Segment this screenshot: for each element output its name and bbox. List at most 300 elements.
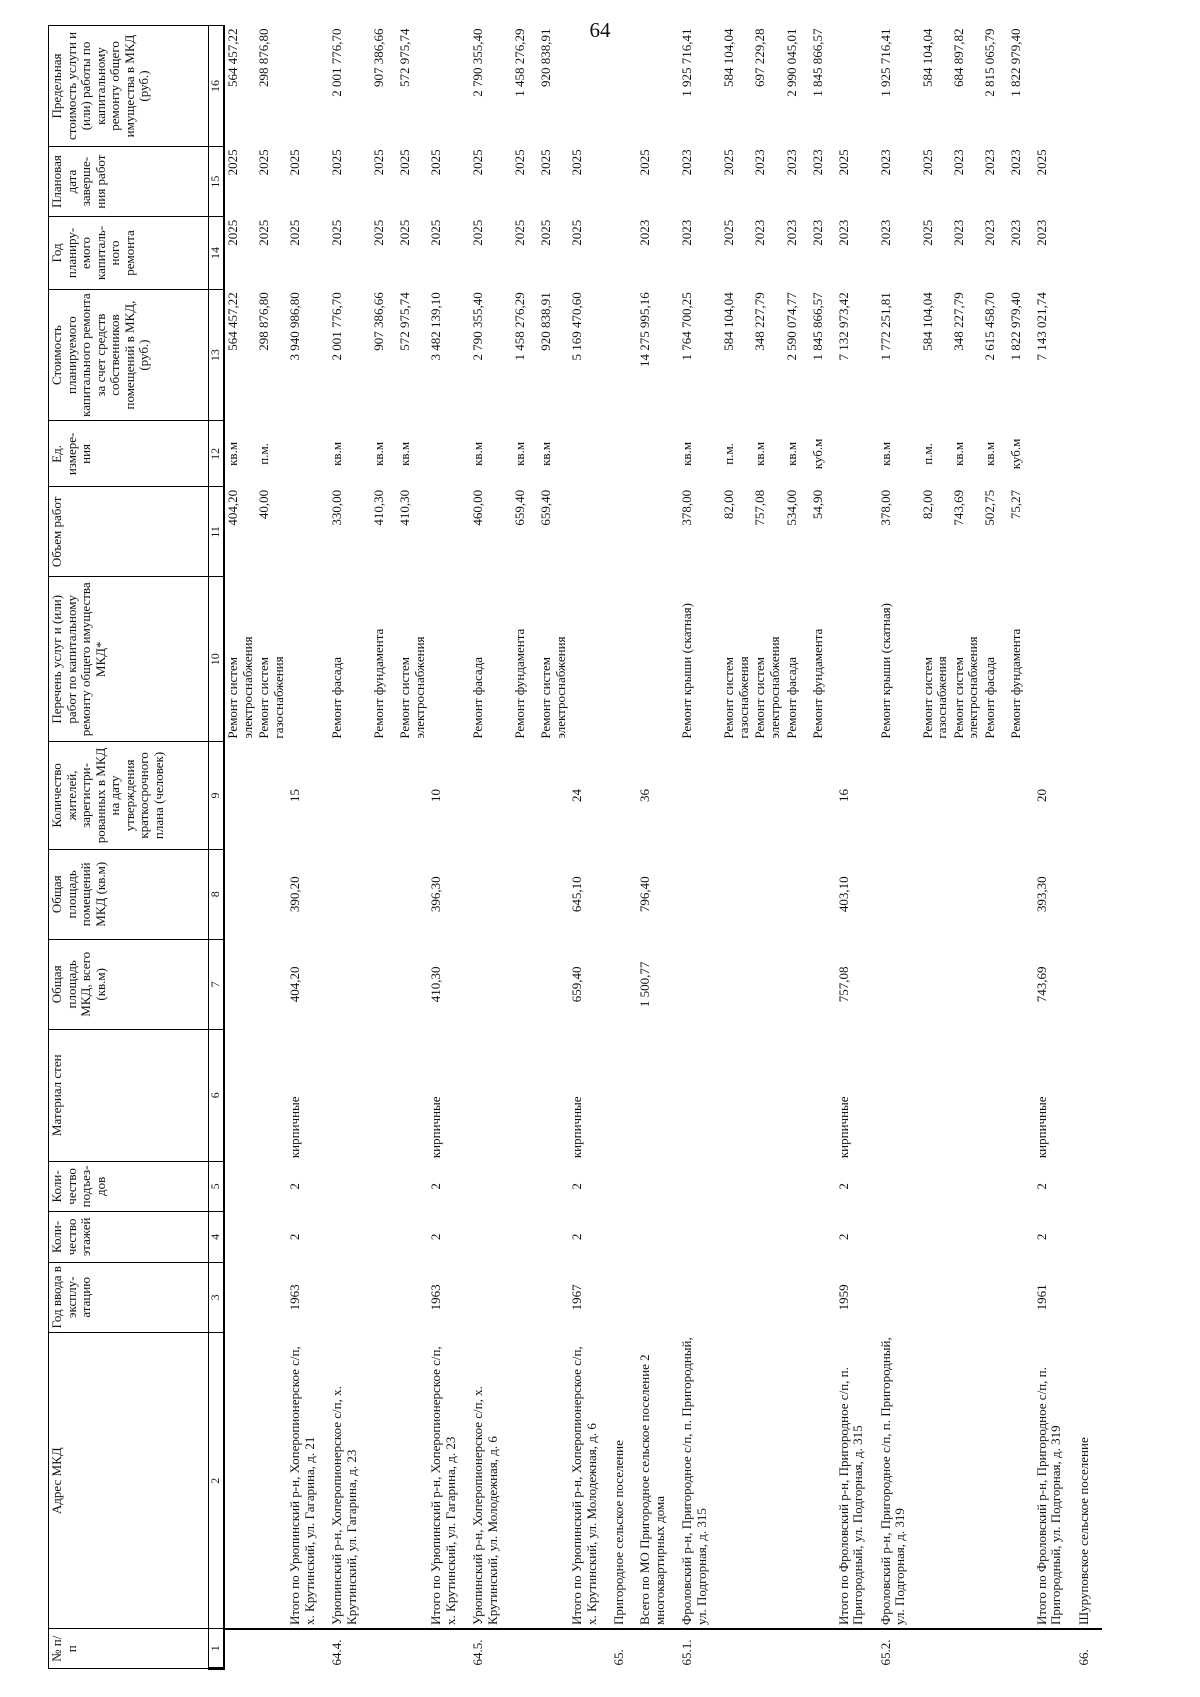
entrances-cell bbox=[920, 1161, 951, 1212]
wall-material-cell bbox=[1008, 1029, 1034, 1161]
completion-date-cell: 2025 bbox=[835, 149, 851, 176]
floors-cell: 2 bbox=[287, 1233, 303, 1241]
unit-cell: кв.м bbox=[470, 441, 486, 466]
address-cell: Итого по Фроловский р-н, Пригородное с/п, п. Пригородный, ул. Подгорная, д. 319 bbox=[1034, 1332, 1076, 1629]
address-cell: Всего по МО Пригородное сельское поселение 2 многоквартирных дома bbox=[637, 1332, 679, 1629]
planned-year-cell: 2025 bbox=[371, 219, 387, 246]
work-type-cell bbox=[428, 577, 470, 742]
unit-cell: кв.м bbox=[512, 441, 528, 466]
column-header: Ед. измере-ния bbox=[49, 421, 209, 487]
commission-year-cell bbox=[329, 1262, 371, 1332]
row-number-cell bbox=[371, 1629, 397, 1669]
planned-year-cell: 2023 bbox=[835, 219, 851, 246]
work-volume-cell: 460,00 bbox=[470, 489, 486, 526]
column-header: Коли-чество этажей bbox=[49, 1212, 209, 1263]
unit-cell: кв.м bbox=[752, 441, 768, 466]
repair-cost-cell: 298 876,80 bbox=[256, 292, 272, 351]
table-row bbox=[637, 26, 679, 1669]
limit-cost-cell: 298 876,80 bbox=[256, 28, 272, 87]
floors-cell bbox=[470, 1212, 512, 1263]
completion-date-cell: 2025 bbox=[721, 149, 737, 176]
work-type-cell: Ремонт систем электроснабжения bbox=[397, 636, 427, 739]
total-area-cell: 404,20 bbox=[287, 966, 303, 1003]
floors-cell bbox=[721, 1212, 752, 1263]
limit-cost-cell: 920 838,91 bbox=[538, 28, 554, 87]
residents-cell bbox=[611, 742, 637, 850]
row-number-cell bbox=[920, 1629, 951, 1669]
repair-cost-cell: 348 227,79 bbox=[752, 292, 768, 351]
commission-year-cell bbox=[637, 1262, 679, 1332]
limit-cost-cell bbox=[569, 26, 611, 147]
completion-date-cell: 2023 bbox=[1007, 149, 1023, 176]
work-volume-cell: 40,00 bbox=[256, 489, 272, 520]
total-area-cell bbox=[397, 939, 428, 1029]
entrances-cell bbox=[637, 1161, 679, 1212]
row-number-cell: 65. bbox=[611, 1649, 627, 1666]
work-volume-cell: 410,30 bbox=[371, 489, 387, 526]
work-type-cell: Ремонт фундамента bbox=[809, 628, 825, 739]
unit-cell: кв.м bbox=[397, 441, 413, 466]
repair-cost-cell: 1 458 276,29 bbox=[512, 292, 528, 361]
unit-cell bbox=[637, 421, 679, 487]
unit-cell bbox=[428, 421, 470, 487]
row-number-cell bbox=[512, 1629, 538, 1669]
repair-cost-cell: 7 132 973,42 bbox=[835, 292, 851, 361]
work-volume-cell: 404,20 bbox=[225, 489, 240, 526]
address-cell: Итого по Урюпинский р-н, Хоперопионерское с/п, х. Крутинский, ул. Молодежная, д. 6 bbox=[569, 1332, 611, 1629]
work-type-cell bbox=[637, 577, 679, 742]
completion-date-cell: 2025 bbox=[428, 149, 444, 176]
work-type-cell bbox=[836, 577, 878, 742]
entrances-cell bbox=[371, 1161, 397, 1212]
entrances-cell bbox=[878, 1161, 920, 1212]
row-number-cell bbox=[982, 1629, 1008, 1669]
column-number: 6 bbox=[209, 1029, 225, 1161]
premises-area-cell bbox=[371, 849, 397, 939]
planned-year-cell: 2023 bbox=[1007, 219, 1023, 246]
column-header: Перечень услуг и (или) работ по капитальному ремонту общего имущества МКД* bbox=[49, 577, 209, 742]
work-volume-cell: 757,08 bbox=[752, 489, 768, 526]
entrances-cell bbox=[256, 1161, 287, 1212]
premises-area-cell: 393,30 bbox=[1033, 876, 1049, 913]
repair-cost-cell: 1 845 866,57 bbox=[809, 292, 825, 361]
limit-cost-cell: 2 001 776,70 bbox=[329, 28, 345, 97]
limit-cost-cell: 697 229,28 bbox=[752, 28, 768, 87]
column-header: Плановая дата заверше-ния работ bbox=[49, 146, 209, 216]
table-row bbox=[256, 26, 287, 1669]
column-number: 2 bbox=[209, 1332, 225, 1629]
address-cell bbox=[752, 1332, 783, 1629]
repair-cost-cell: 2 790 355,40 bbox=[470, 292, 486, 361]
work-volume-cell: 378,00 bbox=[877, 489, 893, 526]
unit-cell: кв.м bbox=[877, 441, 893, 466]
completion-date-cell: 2025 bbox=[569, 149, 585, 176]
limit-cost-cell bbox=[611, 26, 637, 147]
unit-cell: куб.м bbox=[1007, 438, 1023, 470]
residents-cell: 16 bbox=[835, 788, 851, 802]
floors-cell bbox=[1076, 1212, 1102, 1263]
premises-area-cell: 396,30 bbox=[428, 876, 444, 913]
residents-cell bbox=[679, 742, 721, 850]
premises-area-cell: 403,10 bbox=[835, 876, 851, 913]
column-number: 3 bbox=[209, 1262, 225, 1332]
table-row bbox=[428, 26, 470, 1669]
column-number: 14 bbox=[209, 217, 225, 289]
commission-year-cell bbox=[397, 1262, 428, 1332]
total-area-cell bbox=[679, 939, 721, 1029]
commission-year-cell bbox=[721, 1262, 752, 1332]
work-type-cell: Ремонт фундамента bbox=[371, 628, 387, 739]
commission-year-cell bbox=[371, 1262, 397, 1332]
address-cell: Урюпинский р-н, Хоперопионерское с/п, х. Крутинский, ул. Гагарина, д. 23 bbox=[329, 1332, 371, 1629]
address-cell bbox=[371, 1332, 397, 1629]
table-row bbox=[878, 26, 920, 1669]
work-volume-cell: 743,69 bbox=[950, 489, 966, 526]
column-header: Коли-чество подъез-дов bbox=[49, 1161, 209, 1212]
repair-cost-cell bbox=[611, 289, 637, 421]
premises-area-cell bbox=[224, 849, 256, 939]
work-type-cell: Ремонт крыши (скатная) bbox=[877, 603, 893, 739]
row-number-cell bbox=[287, 1629, 329, 1669]
completion-date-cell: 2025 bbox=[225, 149, 240, 176]
wall-material-cell bbox=[224, 1029, 256, 1161]
wall-material-cell: кирпичные bbox=[428, 1096, 444, 1159]
completion-date-cell bbox=[611, 146, 637, 216]
repair-cost-cell: 14 275 995,16 bbox=[637, 292, 653, 367]
entrances-cell bbox=[1076, 1161, 1102, 1212]
repair-cost-cell: 1 772 251,81 bbox=[877, 292, 893, 361]
completion-date-cell: 2023 bbox=[981, 149, 997, 176]
premises-area-cell bbox=[810, 849, 836, 939]
wall-material-cell bbox=[951, 1029, 982, 1161]
limit-cost-cell bbox=[836, 26, 878, 147]
entrances-cell: 2 bbox=[835, 1183, 851, 1190]
work-volume-cell: 410,30 bbox=[397, 489, 413, 526]
completion-date-cell: 2025 bbox=[329, 149, 345, 176]
column-header: Материал стен bbox=[49, 1029, 209, 1161]
column-header: Общая площадь МКД, всего (кв.м) bbox=[49, 939, 209, 1029]
entrances-cell: 2 bbox=[1033, 1183, 1049, 1190]
limit-cost-cell: 2 790 355,40 bbox=[470, 28, 486, 97]
limit-cost-cell bbox=[1034, 26, 1076, 147]
wall-material-cell bbox=[679, 1029, 721, 1161]
table-row bbox=[920, 26, 951, 1669]
entrances-cell bbox=[329, 1161, 371, 1212]
premises-area-cell: 645,10 bbox=[569, 876, 585, 913]
limit-cost-cell bbox=[428, 26, 470, 147]
residents-cell bbox=[721, 742, 752, 850]
planned-year-cell: 2025 bbox=[329, 219, 345, 246]
completion-date-cell: 2025 bbox=[1033, 149, 1049, 176]
completion-date-cell: 2025 bbox=[287, 149, 303, 176]
premises-area-cell bbox=[256, 849, 287, 939]
work-volume-cell: 659,40 bbox=[512, 489, 528, 526]
floors-cell bbox=[920, 1212, 951, 1263]
unit-cell: кв.м bbox=[950, 441, 966, 466]
premises-area-cell bbox=[752, 849, 783, 939]
commission-year-cell bbox=[752, 1262, 783, 1332]
unit-cell: кв.м bbox=[225, 441, 240, 466]
work-type-cell bbox=[611, 577, 637, 742]
entrances-cell bbox=[1008, 1161, 1034, 1212]
planned-year-cell: 2023 bbox=[1033, 219, 1049, 246]
table-row bbox=[371, 26, 397, 1669]
row-number-cell bbox=[836, 1629, 878, 1669]
premises-area-cell: 390,20 bbox=[287, 876, 303, 913]
premises-area-cell bbox=[1076, 849, 1102, 939]
commission-year-cell bbox=[470, 1262, 512, 1332]
premises-area-cell bbox=[470, 849, 512, 939]
entrances-cell bbox=[721, 1161, 752, 1212]
repair-cost-cell: 348 227,79 bbox=[950, 292, 966, 351]
entrances-cell bbox=[397, 1161, 428, 1212]
table-row bbox=[1034, 26, 1076, 1669]
limit-cost-cell: 1 845 866,57 bbox=[809, 28, 825, 97]
unit-cell bbox=[836, 421, 878, 487]
entrances-cell: 2 bbox=[428, 1183, 444, 1190]
work-type-cell: Ремонт фасада bbox=[783, 656, 799, 739]
completion-date-cell: 2025 bbox=[397, 149, 413, 176]
planned-year-cell: 2025 bbox=[538, 219, 554, 246]
repair-cost-cell: 564 457,22 bbox=[225, 292, 240, 351]
planned-year-cell: 2025 bbox=[470, 219, 486, 246]
planned-year-cell: 2025 bbox=[512, 219, 528, 246]
column-number: 15 bbox=[209, 146, 225, 216]
row-number-cell: 64.5. bbox=[470, 1639, 486, 1666]
table-row bbox=[611, 26, 637, 1669]
floors-cell bbox=[538, 1212, 569, 1263]
total-area-cell bbox=[752, 939, 783, 1029]
residents-cell bbox=[329, 742, 371, 850]
floors-cell bbox=[1008, 1212, 1034, 1263]
repair-cost-cell bbox=[1076, 289, 1102, 421]
row-number-cell bbox=[256, 1629, 287, 1669]
column-number: 8 bbox=[209, 849, 225, 939]
work-type-cell bbox=[569, 577, 611, 742]
row-number-cell: 66. bbox=[1075, 1649, 1091, 1666]
premises-area-cell bbox=[951, 849, 982, 939]
total-area-cell: 757,08 bbox=[835, 966, 851, 1003]
repair-cost-cell: 2 590 074,77 bbox=[783, 292, 799, 361]
work-type-cell: Ремонт систем электроснабжения bbox=[752, 636, 783, 739]
table-row bbox=[1008, 26, 1034, 1669]
wall-material-cell bbox=[637, 1029, 679, 1161]
premises-area-cell: 796,40 bbox=[637, 876, 653, 913]
table-row bbox=[287, 26, 329, 1669]
column-number: 1 bbox=[209, 1629, 225, 1669]
table-row bbox=[1076, 26, 1102, 1669]
commission-year-cell bbox=[951, 1262, 982, 1332]
table-row bbox=[224, 26, 256, 1669]
limit-cost-cell: 564 457,22 bbox=[225, 28, 240, 87]
row-number-cell bbox=[397, 1629, 428, 1669]
work-type-cell: Ремонт систем газоснабжения bbox=[721, 656, 751, 739]
commission-year-cell bbox=[1076, 1262, 1102, 1332]
work-volume-cell: 534,00 bbox=[783, 489, 799, 526]
column-number-row bbox=[209, 26, 225, 1669]
unit-cell: п.м. bbox=[256, 443, 272, 465]
address-cell bbox=[784, 1332, 810, 1629]
premises-area-cell bbox=[329, 849, 371, 939]
entrances-cell bbox=[611, 1161, 637, 1212]
planned-year-cell: 2025 bbox=[287, 219, 303, 246]
row-number-cell: 65.2. bbox=[877, 1639, 893, 1666]
completion-date-cell: 2025 bbox=[512, 149, 528, 176]
repair-cost-cell: 1 822 979,40 bbox=[1007, 292, 1023, 361]
limit-cost-cell: 584 104,04 bbox=[919, 28, 935, 87]
limit-cost-cell: 1 925 716,41 bbox=[679, 28, 695, 97]
premises-area-cell bbox=[920, 849, 951, 939]
residents-cell bbox=[256, 742, 287, 850]
column-number: 7 bbox=[209, 939, 225, 1029]
header-row bbox=[49, 26, 209, 1669]
floors-cell bbox=[371, 1212, 397, 1263]
repair-cost-cell: 584 104,04 bbox=[721, 292, 737, 351]
address-cell bbox=[397, 1332, 428, 1629]
residents-cell bbox=[920, 742, 951, 850]
entrances-cell bbox=[784, 1161, 810, 1212]
floors-cell bbox=[679, 1212, 721, 1263]
wall-material-cell bbox=[512, 1029, 538, 1161]
planned-year-cell: 2023 bbox=[783, 219, 799, 246]
commission-year-cell bbox=[611, 1262, 637, 1332]
wall-material-cell bbox=[1076, 1029, 1102, 1161]
unit-cell: куб.м bbox=[809, 438, 825, 470]
completion-date-cell: 2023 bbox=[783, 149, 799, 176]
repair-cost-cell: 907 386,66 bbox=[371, 292, 387, 351]
residents-cell: 24 bbox=[569, 788, 585, 802]
table-row bbox=[982, 26, 1008, 1669]
commission-year-cell bbox=[256, 1262, 287, 1332]
address-cell: Урюпинский р-н, Хоперопионерское с/п, х. Крутинский, ул. Молодежная, д. 6 bbox=[470, 1332, 512, 1629]
unit-cell bbox=[1034, 421, 1076, 487]
premises-area-cell bbox=[1008, 849, 1034, 939]
unit-cell: кв.м bbox=[371, 441, 387, 466]
total-area-cell bbox=[982, 939, 1008, 1029]
wall-material-cell bbox=[256, 1029, 287, 1161]
planned-year-cell: 2023 bbox=[637, 219, 653, 246]
work-volume-cell: 378,00 bbox=[679, 489, 695, 526]
work-volume-cell bbox=[287, 487, 329, 577]
residents-cell bbox=[371, 742, 397, 850]
floors-cell bbox=[982, 1212, 1008, 1263]
work-volume-cell: 502,75 bbox=[981, 489, 997, 526]
row-number-cell bbox=[428, 1629, 470, 1669]
total-area-cell bbox=[920, 939, 951, 1029]
planned-year-cell bbox=[1076, 217, 1102, 289]
residents-cell bbox=[1008, 742, 1034, 850]
repair-cost-cell: 2 615 458,70 bbox=[981, 292, 997, 361]
work-volume-cell bbox=[428, 487, 470, 577]
address-cell bbox=[810, 1332, 836, 1629]
residents-cell bbox=[397, 742, 428, 850]
work-type-cell: Ремонт фундамента bbox=[1007, 628, 1023, 739]
residents-cell: 15 bbox=[287, 788, 303, 802]
total-area-cell bbox=[611, 939, 637, 1029]
floors-cell bbox=[611, 1212, 637, 1263]
table-row bbox=[569, 26, 611, 1669]
limit-cost-cell: 2 990 045,01 bbox=[783, 28, 799, 97]
completion-date-cell: 2025 bbox=[256, 149, 272, 176]
limit-cost-cell bbox=[637, 26, 679, 147]
address-cell bbox=[1008, 1332, 1034, 1629]
commission-year-cell bbox=[920, 1262, 951, 1332]
table-row bbox=[470, 26, 512, 1669]
planned-year-cell: 2025 bbox=[721, 219, 737, 246]
work-type-cell: Ремонт систем газоснабжения bbox=[919, 656, 950, 739]
page-number: 64 bbox=[589, 18, 611, 42]
column-number: 5 bbox=[209, 1161, 225, 1212]
commission-year-cell bbox=[810, 1262, 836, 1332]
unit-cell: кв.м bbox=[783, 441, 799, 466]
commission-year-cell bbox=[1008, 1262, 1034, 1332]
column-header: Год ввода в эксплу-атацию bbox=[49, 1262, 209, 1332]
premises-area-cell bbox=[611, 849, 637, 939]
table-row bbox=[329, 26, 371, 1669]
wall-material-cell bbox=[920, 1029, 951, 1161]
planned-year-cell: 2023 bbox=[950, 219, 966, 246]
limit-cost-cell: 684 897,82 bbox=[950, 28, 966, 87]
work-volume-cell: 75,27 bbox=[1007, 489, 1023, 520]
total-area-cell bbox=[878, 939, 920, 1029]
wall-material-cell bbox=[784, 1029, 810, 1161]
table-row bbox=[538, 26, 569, 1669]
repair-cost-cell: 5 169 470,60 bbox=[569, 292, 585, 361]
table-row bbox=[679, 26, 721, 1669]
completion-date-cell: 2023 bbox=[877, 149, 893, 176]
work-type-cell bbox=[1034, 577, 1076, 742]
completion-date-cell: 2025 bbox=[538, 149, 554, 176]
commission-year-cell: 1961 bbox=[1033, 1284, 1049, 1311]
unit-cell bbox=[611, 421, 637, 487]
residents-cell bbox=[1076, 742, 1102, 850]
total-area-cell: 410,30 bbox=[428, 966, 444, 1003]
total-area-cell bbox=[810, 939, 836, 1029]
completion-date-cell: 2025 bbox=[637, 149, 653, 176]
residents-cell: 36 bbox=[637, 788, 653, 802]
address-cell: Фроловский р-н, Пригородное с/п, п. Пригородный, ул. Подгорная, д. 319 bbox=[878, 1332, 920, 1629]
total-area-cell bbox=[371, 939, 397, 1029]
total-area-cell bbox=[1076, 939, 1102, 1029]
repair-cost-cell: 7 143 021,74 bbox=[1033, 292, 1049, 361]
commission-year-cell bbox=[679, 1262, 721, 1332]
completion-date-cell bbox=[1076, 146, 1102, 216]
planned-year-cell: 2023 bbox=[877, 219, 893, 246]
row-number-cell bbox=[1008, 1629, 1034, 1669]
wall-material-cell bbox=[371, 1029, 397, 1161]
table-row bbox=[397, 26, 428, 1669]
commission-year-cell: 1963 bbox=[287, 1284, 303, 1311]
table-row bbox=[951, 26, 982, 1669]
address-cell bbox=[951, 1332, 982, 1629]
residents-cell bbox=[784, 742, 810, 850]
total-area-cell bbox=[784, 939, 810, 1029]
total-area-cell bbox=[951, 939, 982, 1029]
repair-cost-cell: 572 975,74 bbox=[397, 292, 413, 351]
row-number-cell bbox=[1034, 1629, 1076, 1669]
floors-cell bbox=[329, 1212, 371, 1263]
table-body bbox=[224, 26, 1102, 1669]
column-number: 12 bbox=[209, 421, 225, 487]
repair-cost-cell: 1 764 700,25 bbox=[679, 292, 695, 361]
unit-cell: кв.м bbox=[538, 441, 554, 466]
residents-cell bbox=[878, 742, 920, 850]
total-area-cell: 1 500,77 bbox=[637, 961, 653, 1008]
planned-year-cell: 2025 bbox=[256, 219, 272, 246]
limit-cost-cell: 572 975,74 bbox=[397, 28, 413, 87]
commission-year-cell bbox=[512, 1262, 538, 1332]
limit-cost-cell: 1 458 276,29 bbox=[512, 28, 528, 97]
